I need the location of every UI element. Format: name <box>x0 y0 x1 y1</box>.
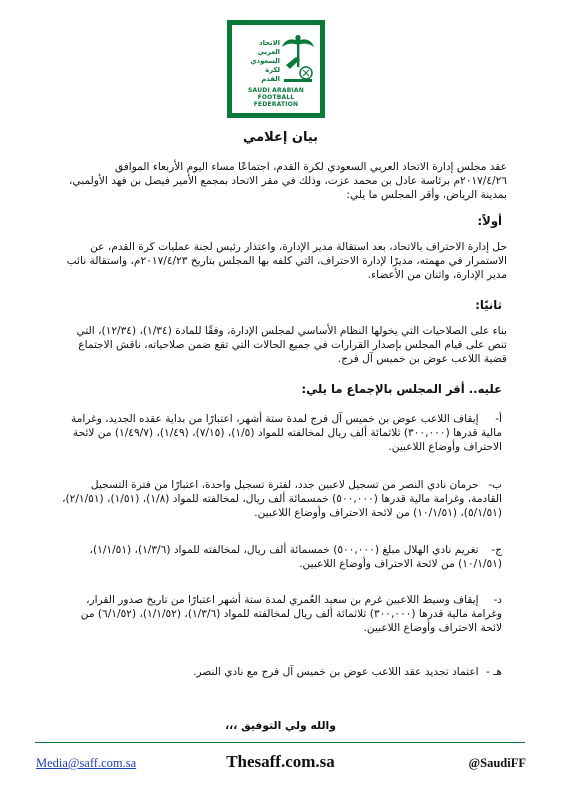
footer-divider <box>35 742 525 743</box>
item-marker: ب- <box>488 479 502 491</box>
section-first-heading: أولاً: <box>477 214 502 228</box>
decision-item <box>62 478 502 520</box>
item-marker: د- <box>493 594 502 606</box>
item-text: اعتماد تجديد عقد اللاعب عوض بن خميس آل فرج مع نادي النصر. <box>193 666 479 678</box>
item-marker: هـ - <box>486 666 502 678</box>
twitter-handle-link[interactable]: @SaudiFF <box>468 756 526 770</box>
item-marker: أ- <box>495 413 502 425</box>
logo-arabic-text: الاتحاد العربي السعودي لكرة القدم <box>250 39 280 83</box>
item-text: إيقاف وسيط اللاعبين غرم بن سعيد العُمري لمدة ستة أشهر اعتبارًا من تاريخ صدور القرار، وغرامة مالية قدرها (٣٠٠,٠٠٠) ثلاثمائة ألف ريال لمخالفته للمواد (١/٣/٦)، (١/١/٥٢)، (٦/١/٥٢) من لائحة الاحتراف وأوضاع اللاعبين. <box>80 594 502 634</box>
section-second-heading: ثانيًا: <box>475 298 502 312</box>
website-link[interactable]: Thesaff.com.sa <box>226 752 335 771</box>
closing-line: والله ولي التوفيق ،،، <box>225 719 336 732</box>
item-marker: ج- <box>491 544 502 556</box>
email-link[interactable]: Media@saff.com.sa <box>36 756 137 770</box>
decision-item <box>62 665 502 679</box>
palm-football-icon <box>280 35 316 85</box>
logo-english-text: SAUDI ARABIAN FOOTBALL FEDERATION <box>248 87 304 108</box>
item-text: حرمان نادي النصر من تسجيل لاعبين جدد، لفترة تسجيل واحدة، اعتبارًا من فترة التسجيل القادمة، وغرامة مالية قدرها (٥٠٠,٠٠٠) خمسمائة ألف ريال، لمخالفته للمواد (١/٨)، (١/٥١)، (٢/١/٥١)، (٥/١/٥١)، (١٠/١/٥١) من لائحة الاحتراف وأوضاع اللاعبين. <box>62 479 502 519</box>
decision-item <box>62 593 502 635</box>
section-second-text: بناء على الصلاحيات التي يخولها النظام الأساسي لمجلس الإدارة، وفقًا للمادة (١/٣٤)، (١٢/٣٤)، التي تنص على قيام المجلس بإصدار القرارات في جميع الحالات التي تقع ضمن صلاحياته، ناقش الاجتماع قضية اللاعب عوض بن خميس آل فرج. <box>76 325 507 365</box>
item-text: إيقاف اللاعب عوض بن خميس آل فرج لمدة ستة أشهر، اعتبارًا من بداية عقده الجديد، وغرامة مالية قدرها (٣٠٠,٠٠٠) ثلاثمائة ألف ريال لمخالفته للمواد (١/٥)، (٧/١٥)، (١/٤٩)، (١/٤٩/٧) من لائحة الاحتراف وأوضاع اللاعبين. <box>71 413 502 453</box>
decision-heading: عليه.. أقر المجلس بالإجماع ما يلي: <box>301 382 502 396</box>
section-first-text: حل إدارة الاحتراف بالاتحاد، بعد استقالة مدير الإدارة، واعتذار رئيس لجنة عمليات كرة القدم، عن الاستمرار في مهمته، مديرًا لإدارة الاحتراف، التي كلفه بها المجلس بتاريخ ٢٠١٧/٤/٢٣م، واستقالة نائب مدير الإدارة، واثنان من الأعضاء. <box>66 241 507 281</box>
intro-paragraph: عقد مجلس إدارة الاتحاد العربي السعودي لكرة القدم، اجتماعًا مساء اليوم الأربعاء الموافق ٢٠١٧/٤/٢٦م برئاسة عادل بن محمد عزت، وذلك في مقر الاتحاد بمجمع الأمير فيصل بن فهد الأولمبي، بمدينة الرياض، وأقر المجلس ما يلي: <box>68 161 507 201</box>
page-title: بيان إعلامي <box>242 130 319 145</box>
decision-item <box>62 543 502 571</box>
item-text: تغريم نادي الهلال مبلغ (٥٠٠,٠٠٠) خمسمائة ألف ريال، لمخالفته للمواد (١/٣/٦)، (١/١/٥١)، (١٠/١/٥١) من لائحة الاحتراف وأوضاع اللاعبين. <box>89 544 502 570</box>
saff-logo <box>227 20 325 118</box>
decision-item <box>62 412 502 454</box>
